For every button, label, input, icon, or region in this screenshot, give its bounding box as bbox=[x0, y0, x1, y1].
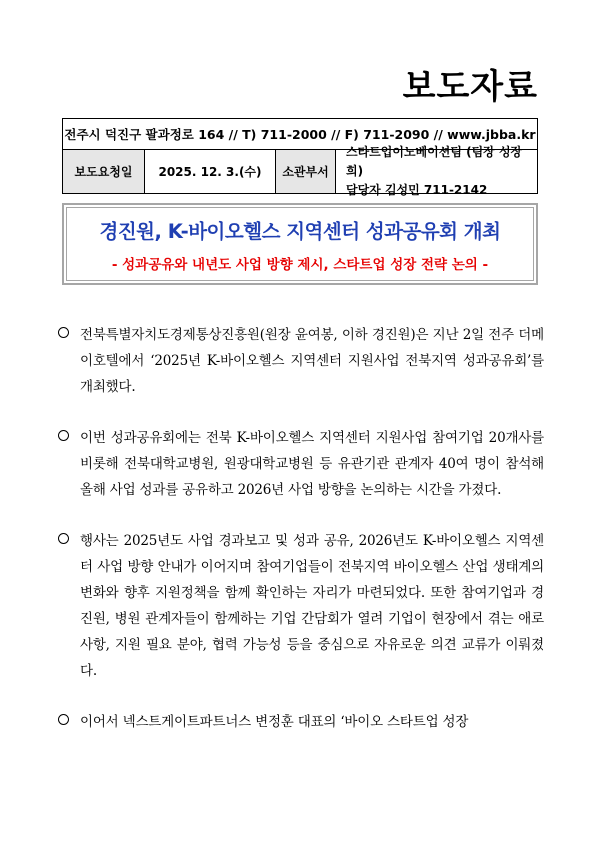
paragraph bbox=[58, 322, 544, 400]
paragraph bbox=[58, 709, 544, 735]
headline-subtitle: - 성과공유와 내년도 사업 방향 제시, 스타트업 성장 전략 논의 - bbox=[111, 256, 489, 273]
request-date-value: 2025. 12. 3.(수) bbox=[145, 150, 276, 193]
manager-contact: 담당자 김성민 711-2142 bbox=[346, 183, 488, 197]
department-name: 스타트업이노베이션팀 (팀장 성장희) bbox=[346, 145, 523, 178]
release-info-table bbox=[62, 145, 538, 197]
bullet-circle-icon bbox=[58, 425, 80, 503]
paragraph-text: 이번 성과공유회에는 전북 K-바이오헬스 지역센터 지원사업 참여기업 20개사를 비롯해 전북대학교병원, 원광대학교병원 등 유관기관 관계자 40여 명이 참석해 올해 사업 성과를 공유하고 2026년 사업 방향을 논의하는 시간을 가졌다. bbox=[80, 430, 544, 498]
paragraph-text: 이어서 넥스트게이트파트너스 변정훈 대표의 ‘바이오 스타트업 성장 bbox=[80, 714, 469, 730]
document-type-title: 보도자료 bbox=[402, 67, 538, 107]
paragraph bbox=[58, 425, 544, 503]
headline-box bbox=[62, 203, 538, 285]
headline-title: 경진원, K-바이오헬스 지역센터 성과공유회 개최 bbox=[99, 219, 501, 243]
request-date-label: 보도요청일 bbox=[63, 150, 145, 193]
paragraph-text: 전북특별자치도경제통상진흥원(원장 윤여봉, 이하 경진원)은 지난 2일 전주 더메이호텔에서 ‘2025년 K-바이오헬스 지역센터 지원사업 전북지역 성과공유회’를 개최했다. bbox=[80, 327, 544, 395]
department-label: 소관부서 bbox=[276, 150, 336, 193]
department-info bbox=[336, 145, 537, 197]
article-body bbox=[58, 322, 544, 760]
contact-line: 전주시 덕진구 팔과정로 164 // T) 711-2000 // F) 711-2090 // www.jbba.kr bbox=[64, 127, 536, 142]
bullet-circle-icon bbox=[58, 528, 80, 684]
bullet-circle-icon bbox=[58, 322, 80, 400]
paragraph-text: 행사는 2025년도 사업 경과보고 및 성과 공유, 2026년도 K-바이오헬스 지역센터 사업 방향 안내가 이어지며 참여기업들이 전북지역 바이오헬스 산업 생태계의 변화와 향후 지원정책을 함께 확인하는 자리가 마련되었다. 또한 참여기업과 경진원, 병원 관계자들이 함께하는 기업 간담회가 열려 기업이 현장에서 겪는 애로사항, 지원 필요 분야, 협력 가능성 등을 중심으로 자유로운 의견 교류가 이뤄졌다. bbox=[80, 533, 544, 679]
bullet-circle-icon bbox=[58, 709, 80, 735]
paragraph bbox=[58, 528, 544, 684]
headline-inner-frame bbox=[66, 207, 534, 281]
